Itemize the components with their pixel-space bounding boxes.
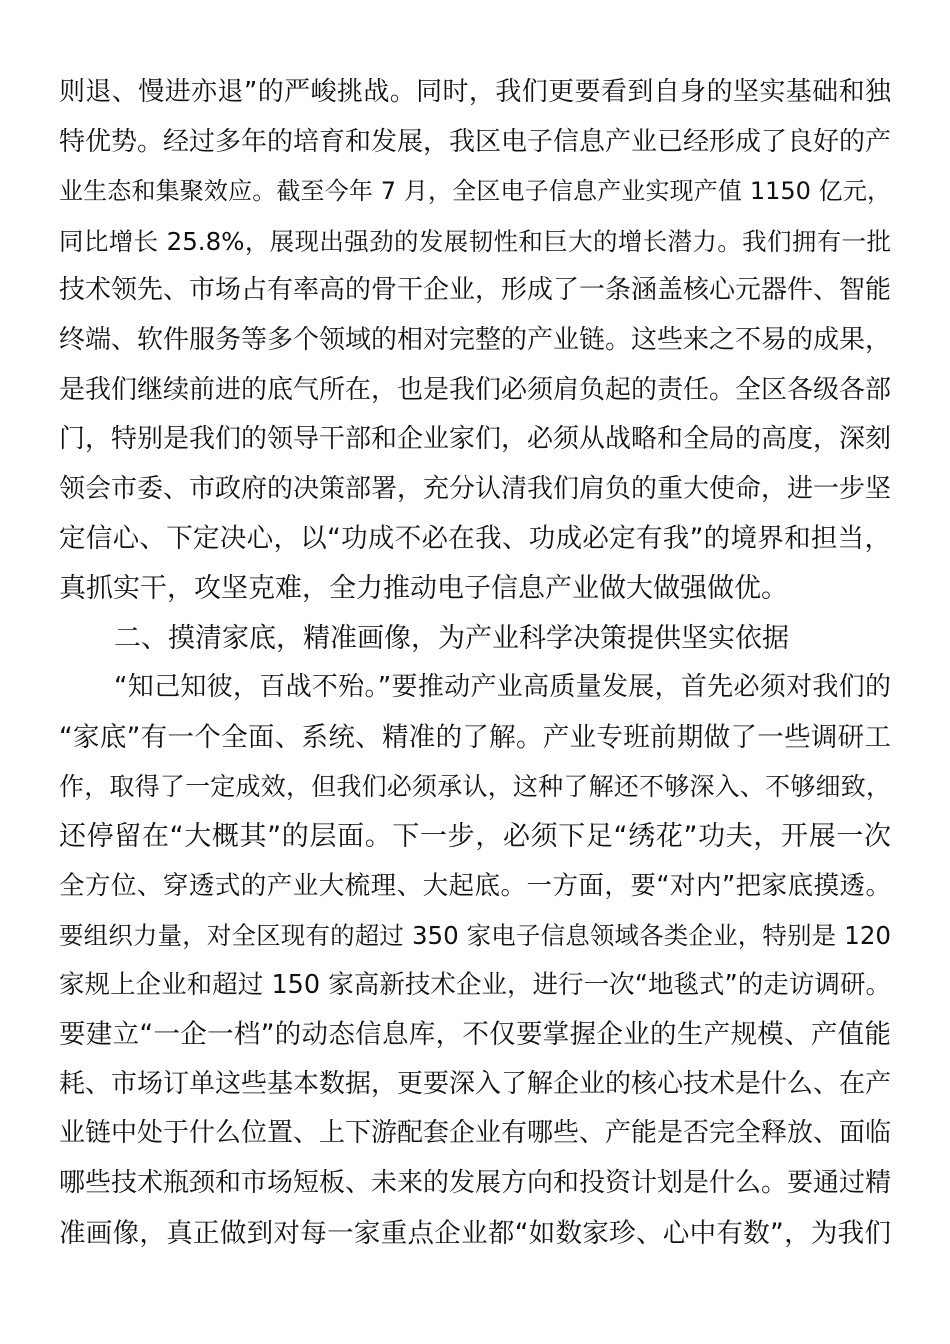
text-line: 耗、市场订单这些基本数据，更要深入了解企业的核心技术是什么、在产 bbox=[59, 1068, 892, 1099]
text-line: 则退、慢进亦退”的严峻挑战。同时，我们更要看到自身的坚实基础和独 bbox=[59, 77, 891, 107]
text-line: 作，取得了一定成效，但我们必须承认，这种了解还不够深入、不够细致， bbox=[59, 772, 891, 802]
text-line: 要建立“一企一档”的动态信息库，不仅要掌握企业的生产规模、产值能 bbox=[59, 1019, 891, 1051]
paragraph-start-line: “知己知彼，百战不殆。”要推动产业高质量发展，首先必须对我们的 bbox=[114, 672, 891, 703]
text-line: 业链中处于什么位置、上下游配套企业有哪些、产能是否完全释放、面临 bbox=[59, 1118, 892, 1149]
text-line: 是我们继续前进的底气所在，也是我们必须肩负起的责任。全区各级各部 bbox=[59, 374, 892, 405]
paragraph-end-line: 真抓实干，攻坚克难，全力推动电子信息产业做大做强做优。 bbox=[59, 572, 788, 604]
text-line: 家规上企业和超过 150 家高新技术企业，进行一次“地毯式”的走访调研。 bbox=[59, 969, 891, 1000]
document-body bbox=[59, 68, 891, 1258]
text-line: 门，特别是我们的领导干部和企业家们，必须从战略和全局的高度，深刻 bbox=[59, 424, 892, 455]
text-line: 同比增长 25.8%，展现出强劲的发展韧性和巨大的增长潜力。我们拥有一批 bbox=[59, 226, 891, 256]
text-line: “家底”有一个全面、系统、精准的了解。产业专班前期做了一些调研工 bbox=[59, 721, 891, 753]
text-line: 技术领先、市场占有率高的骨干企业，形成了一条涵盖核心元器件、智能 bbox=[59, 275, 892, 306]
text-line: 特优势。经过多年的培育和发展，我区电子信息产业已经形成了良好的产 bbox=[59, 126, 892, 157]
text-line: 还停留在“大概其”的层面。下一步，必须下足“绣花”功夫，开展一次 bbox=[59, 820, 891, 852]
text-line: 业生态和集聚效应。截至今年 7 月，全区电子信息产业实现产值 1150 亿元， bbox=[59, 177, 891, 206]
text-line: 哪些技术瓶颈和市场短板、未来的发展方向和投资计划是什么。要通过精 bbox=[59, 1168, 892, 1199]
section-heading: 二、摸清家底，精准画像，为产业科学决策提供坚实依据 bbox=[114, 622, 789, 654]
text-line: 要组织力量，对全区现有的超过 350 家电子信息领域各类企业，特别是 120 bbox=[59, 921, 891, 951]
text-line: 定信心、下定决心，以“功成不必在我、功成必定有我”的境界和担当， bbox=[59, 523, 891, 555]
text-line: 准画像，真正做到对每一家重点企业都“如数家珍、心中有数”，为我们 bbox=[59, 1217, 891, 1249]
text-line: 领会市委、市政府的决策部署，充分认清我们肩负的重大使命，进一步坚 bbox=[59, 473, 892, 504]
text-line: 全方位、穿透式的产业大梳理、大起底。一方面，要“对内”把家底摸透。 bbox=[59, 870, 891, 901]
text-line: 终端、软件服务等多个领域的相对完整的产业链。这些来之不易的成果， bbox=[59, 324, 892, 355]
